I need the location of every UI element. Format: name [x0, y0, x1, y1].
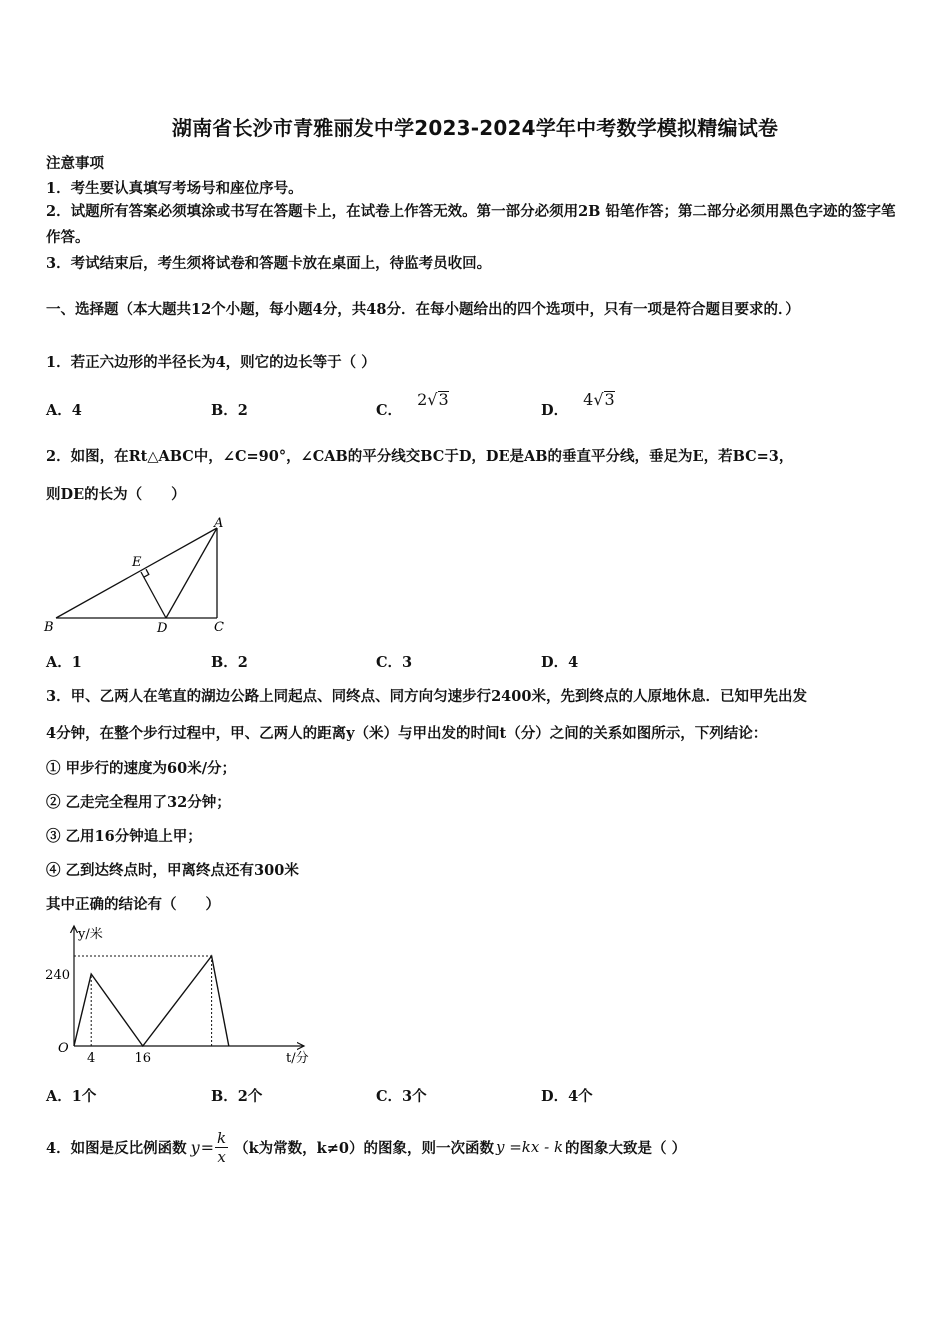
q1-option-b[interactable]: B．2 — [211, 402, 248, 419]
series-line — [74, 956, 229, 1046]
q3-option-c[interactable]: C．3个 — [376, 1088, 427, 1105]
q2-option-d[interactable]: D．4 — [541, 654, 579, 671]
vertex-a-label: A — [214, 516, 224, 531]
vertex-c-label: C — [214, 620, 224, 635]
q3-option-b[interactable]: B．2个 — [211, 1088, 263, 1105]
q3-distance-time-chart — [40, 920, 320, 1070]
q2-option-a[interactable]: A．1 — [46, 654, 82, 671]
q3-stem-line2: 4分钟，在整个步行过程中，甲、乙两人的距离y（米）与甲出发的时间t（分）之间的关系如图所示，下列结论： — [46, 725, 768, 742]
q1-option-d[interactable]: D． 4√3 — [541, 390, 615, 419]
vertex-b-label: B — [44, 620, 54, 635]
notice-item-3: 3．考试结束后，考生须将试卷和答题卡放在桌面上，待监考员收回。 — [46, 255, 492, 272]
q3-stem-line1: 3．甲、乙两人在笔直的湖边公路上同起点、同终点、同方向匀速步行2400米，先到终点的人原地休息．已知甲先出发 — [46, 688, 807, 705]
q3-option-a[interactable]: A．1个 — [46, 1088, 97, 1105]
x-tick-label-16: 16 — [134, 1051, 152, 1066]
segment-ad — [166, 528, 217, 618]
q4-stem: 4．如图是反比例函数 y = $\frac{k}{x}$ （k为常数，k≠0）的图象，则一次函数 y =kx - k 的图象大致是（ ） — [46, 1128, 687, 1166]
right-angle-mark-e — [144, 569, 149, 577]
notice-heading: 注意事项 — [46, 155, 104, 172]
q3-option-d[interactable]: D．4个 — [541, 1088, 593, 1105]
q2-triangle-figure — [40, 512, 240, 640]
q2-option-c[interactable]: C．3 — [376, 654, 413, 671]
q1-option-d-math: 4√3 — [583, 390, 615, 409]
q3-conclusion-3: ③ 乙用16分钟追上甲； — [46, 828, 202, 845]
q2-option-b[interactable]: B．2 — [211, 654, 248, 671]
notice-item-2: 2．试题所有答案必须填涂或书写在答题卡上，在试卷上作答无效。第一部分必须用2B 铅笔作答；第二部分必须用黑色字迹的签字笔作答。 — [46, 203, 896, 246]
q1-option-c-math: 2√3 — [417, 390, 449, 409]
q3-conclusion-1: ① 甲步行的速度为60米/分； — [46, 760, 237, 777]
q1-stem: 1．若正六边形的半径长为4，则它的边长等于（ ） — [46, 354, 376, 371]
x-axis-label: t/分 — [286, 1051, 309, 1066]
x-tick-label-4: 4 — [87, 1051, 96, 1066]
notice-item-1: 1．考生要认真填写考场号和座位序号。 — [46, 180, 303, 197]
origin-label: O — [58, 1041, 69, 1056]
segment-de — [141, 572, 166, 618]
segment-ab — [56, 528, 217, 618]
q2-stem-line2: 则DE的长为（ ） — [46, 486, 186, 503]
q3-conclusion-2: ② 乙走完全程用了32分钟； — [46, 794, 231, 811]
q3-conclusion-4: ④ 乙到达终点时，甲离终点还有300米 — [46, 862, 299, 879]
q1-option-a[interactable]: A．4 — [46, 402, 82, 419]
page-title: 湖南省长沙市青雅丽发中学2023-2024学年中考数学模拟精编试卷 — [171, 116, 779, 140]
vertex-e-label: E — [132, 555, 142, 570]
q4-fraction: $\frac{k}{x}$ — [217, 1128, 227, 1166]
section1-heading: 一、选择题（本大题共12个小题，每小题4分，共48分．在每小题给出的四个选项中，只有一项是符合题目要求的．） — [46, 301, 800, 318]
vertex-d-label: D — [157, 621, 168, 636]
q3-ask: 其中正确的结论有（ ） — [46, 896, 220, 913]
y-tick-label-240: 240 — [45, 968, 70, 983]
q2-stem-line1: 2．如图，在Rt△ABC中，∠C=90°，∠CAB的平分线交BC于D，DE是AB的垂直平分线，垂足为E，若BC=3， — [46, 448, 794, 465]
y-axis-label: y/米 — [78, 927, 103, 942]
q1-option-c[interactable]: C． 2√3 — [376, 390, 449, 419]
